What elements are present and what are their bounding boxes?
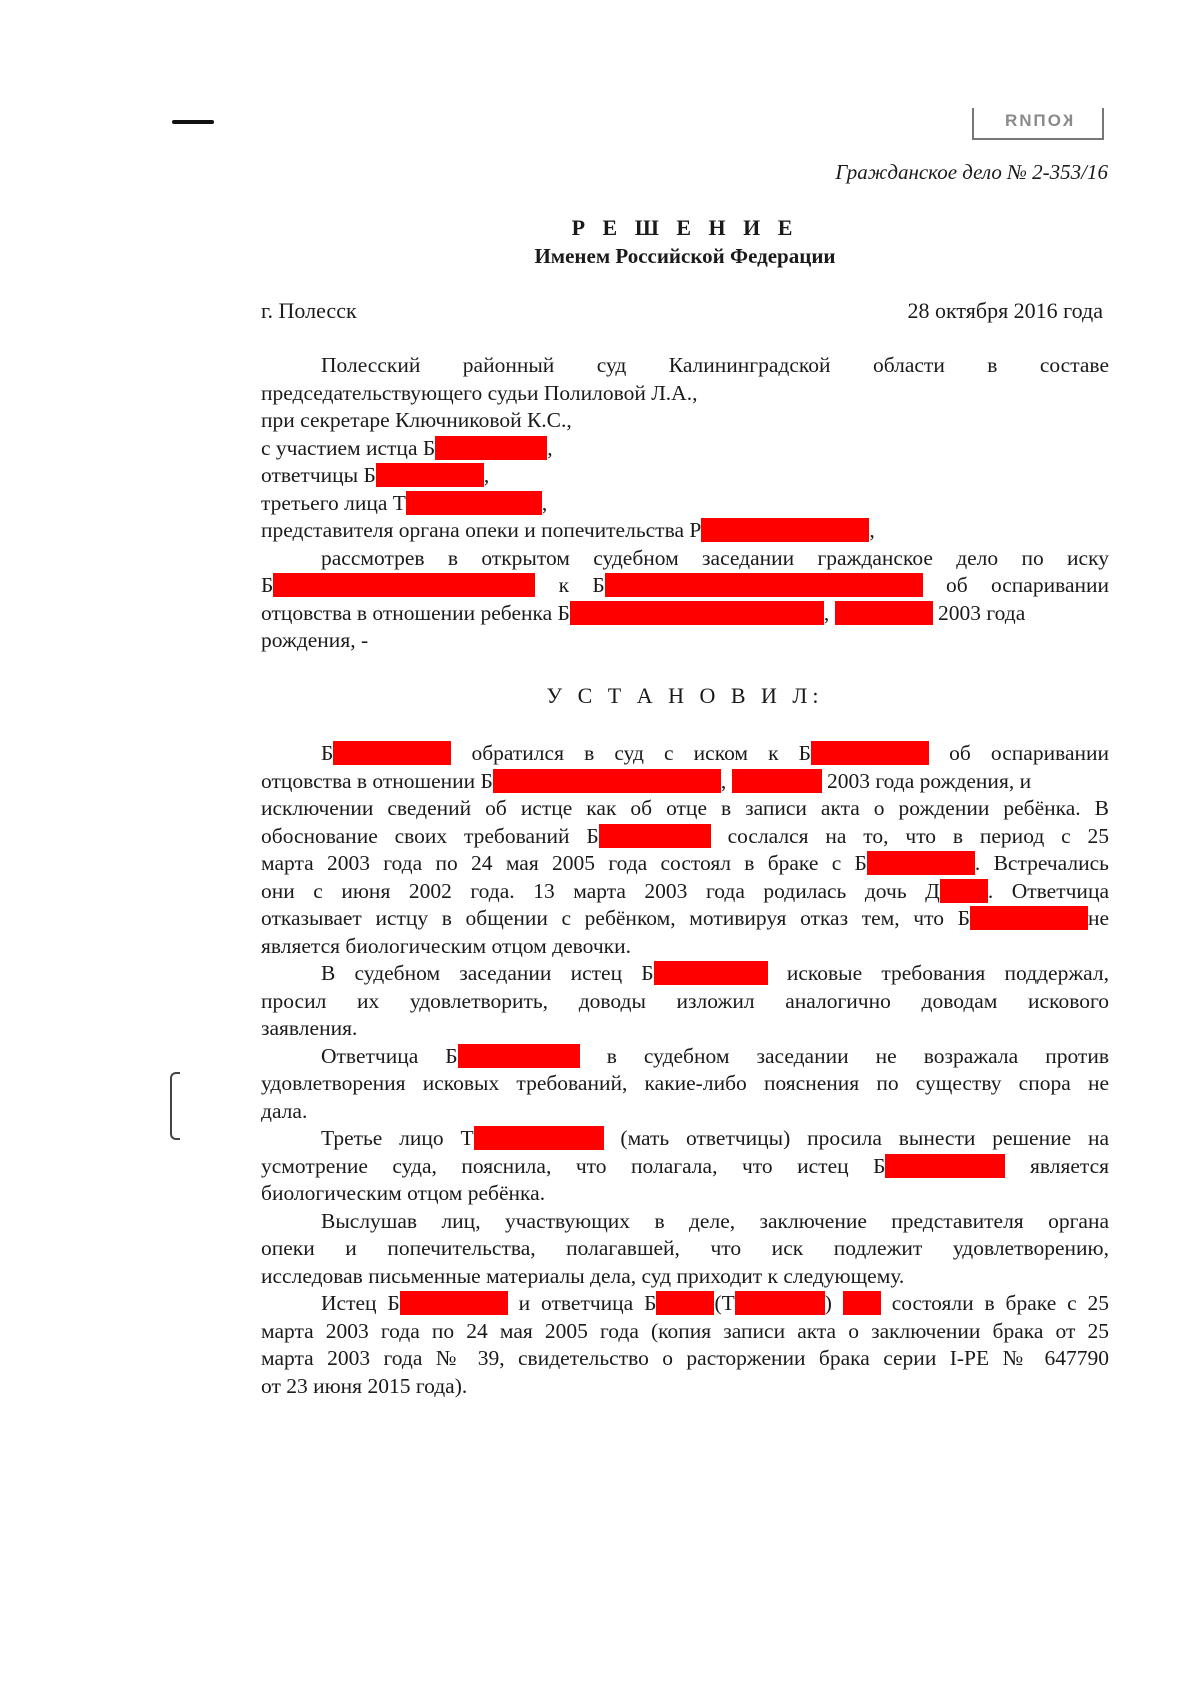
line-text: они с июня 2002 года. 13 марта 2003 года родилась дочь Д	[261, 878, 940, 903]
redaction-box	[940, 879, 988, 903]
redaction-box	[885, 1154, 1005, 1178]
established-heading: У С Т А Н О В И Л:	[546, 683, 824, 708]
redaction-box	[811, 741, 929, 765]
line-text: ,	[547, 435, 553, 460]
text-line	[261, 572, 1109, 600]
line-text: В судебном заседании истец Б	[321, 961, 654, 985]
text-line	[261, 517, 1109, 545]
text-line: рождения, -	[261, 628, 369, 652]
line-text: обоснование своих требований Б	[261, 823, 599, 848]
redaction-box	[599, 824, 711, 848]
margin-bracket-mark	[170, 1072, 180, 1140]
line-text: усмотрение суда, пояснила, что полагала, что истец Б	[261, 1153, 886, 1178]
line-text: третьего лица Т	[261, 490, 406, 515]
city: г. Полесск	[261, 298, 357, 323]
redaction-box	[835, 601, 933, 625]
line-text: Б	[261, 573, 274, 597]
text-line: при секретаре Ключниковой К.С.,	[261, 408, 572, 432]
line-text: Ответчица Б	[321, 1043, 458, 1068]
text-line: просил их удовлетворить, доводы изложил аналогично доводам искового	[261, 988, 1109, 1013]
text-line: дала.	[261, 1098, 308, 1123]
redaction-box	[605, 573, 923, 597]
line-text: . Ответчица	[987, 878, 1109, 903]
redaction-box	[570, 601, 824, 625]
line-text: и ответчица Б	[518, 1291, 657, 1315]
line-text: обратился в суд с иском к Б	[471, 741, 812, 765]
text-line: опеки и попечительства, полагавшей, что иск подлежит удовлетворению,	[261, 1236, 1109, 1260]
line-text: ответчицы Б	[261, 463, 376, 487]
text-line	[261, 490, 1109, 518]
line-text: ,	[720, 768, 727, 793]
line-text: к Б	[558, 573, 605, 597]
text-line: Полесский районный суд Калининградской области в составе	[321, 353, 1109, 377]
text-line	[261, 960, 1109, 988]
redaction-box	[654, 961, 768, 985]
text-line	[261, 1125, 1109, 1153]
text-line	[261, 435, 1109, 463]
redaction-box	[273, 573, 535, 597]
redaction-box	[376, 463, 484, 487]
line-text: 2003 года рождения, и	[826, 768, 1032, 793]
line-text: ,	[823, 600, 830, 625]
redaction-box	[435, 436, 547, 460]
line-text: представителя органа опеки и попечительства Р	[261, 518, 702, 542]
line-text: ,	[541, 490, 548, 515]
line-text: с участием истца Б	[261, 435, 436, 460]
line-text: Третье лицо Т	[321, 1126, 474, 1150]
line-text: ,	[483, 463, 490, 487]
document-title: Р Е Ш Е Н И Е	[571, 215, 799, 240]
text-line	[261, 768, 1109, 796]
text-line: Выслушав лиц, участвующих в деле, заключение представителя органа	[321, 1208, 1109, 1233]
redaction-box	[406, 491, 542, 515]
line-text: (Т	[714, 1291, 735, 1315]
text-line: исследовав письменные материалы дела, суд приходит к следующему.	[261, 1263, 905, 1288]
text-line: заявления.	[261, 1016, 358, 1040]
line-text: является	[1030, 1153, 1109, 1178]
line-text: сослался на то, что в период с 25	[727, 823, 1109, 848]
document-subtitle: Именем Российской Федерации	[534, 244, 836, 268]
line-text: не	[1087, 906, 1109, 930]
text-line: марта 2003 года по 24 мая 2005 года (копия записи акта о заключении брака от 25	[261, 1318, 1109, 1343]
line-text: исковые требования поддержал,	[786, 961, 1109, 985]
text-line	[261, 878, 1109, 906]
text-line: является биологическим отцом девочки.	[261, 933, 631, 958]
line-text: отказывает истцу в общении с ребёнком, мотивируя отказ тем, что Б	[261, 906, 970, 930]
redaction-box	[458, 1044, 580, 1068]
line-text: Б	[321, 741, 334, 765]
text-line	[261, 823, 1109, 851]
text-line	[261, 1153, 1109, 1181]
text-line	[261, 1290, 1109, 1318]
line-text: в судебном заседании не возражала против	[606, 1043, 1109, 1068]
text-line: марта 2003 года № 39, свидетельство о расторжении брака серии I-РЕ № 647790	[261, 1346, 1109, 1370]
redaction-box	[701, 518, 869, 542]
redaction-box	[867, 851, 975, 875]
text-line	[261, 600, 1109, 628]
text-line: от 23 июня 2015 года).	[261, 1373, 468, 1398]
text-line	[261, 1043, 1109, 1071]
redaction-box	[970, 906, 1088, 930]
line-text: об оспаривании	[946, 573, 1109, 597]
text-line: биологическим отцом ребёнка.	[261, 1181, 546, 1205]
intro-section	[261, 352, 1109, 655]
margin-dash-mark	[172, 120, 214, 124]
line-text: (мать ответчицы) просила вынести решение на	[620, 1126, 1109, 1150]
redaction-box	[735, 1291, 825, 1315]
text-line	[261, 850, 1109, 878]
text-line	[261, 462, 1109, 490]
text-line: исключении сведений об истце как об отце в записи акта о рождении ребёнка. В	[261, 796, 1109, 820]
line-text: марта 2003 года по 24 мая 2005 года состоял в браке с Б	[261, 851, 867, 875]
redaction-box	[732, 769, 822, 793]
text-line: удовлетворения исковых требований, какие-либо пояснения по существу спора не	[261, 1071, 1109, 1095]
redaction-box	[333, 741, 451, 765]
line-text: 2003 года	[938, 600, 1026, 625]
redaction-box	[493, 769, 721, 793]
redaction-box	[474, 1126, 604, 1150]
line-text: ,	[869, 518, 875, 542]
redaction-box	[843, 1291, 881, 1315]
text-line: рассмотрев в открытом судебном заседании гражданское дело по иску	[321, 545, 1109, 570]
redaction-box	[400, 1291, 508, 1315]
body-section	[261, 740, 1109, 1400]
text-line: председательствующего судьи Полиловой Л.А.,	[261, 380, 698, 405]
line-text: отцовства в отношении ребенка Б	[261, 600, 570, 625]
text-line	[261, 905, 1109, 933]
text-line	[261, 740, 1109, 768]
line-text: . Встречались	[974, 851, 1109, 875]
line-text: Истец Б	[321, 1291, 400, 1315]
line-text: )	[824, 1291, 832, 1315]
redaction-box	[656, 1291, 714, 1315]
line-text: отцовства в отношении Б	[261, 768, 493, 793]
decision-date: 28 октября 2016 года	[907, 298, 1103, 323]
copy-stamp: КОПИЯ	[972, 108, 1104, 140]
case-number: Гражданское дело № 2-353/16	[835, 160, 1108, 184]
line-text: состояли в браке с 25	[891, 1291, 1109, 1315]
line-text: об оспаривании	[949, 741, 1109, 765]
